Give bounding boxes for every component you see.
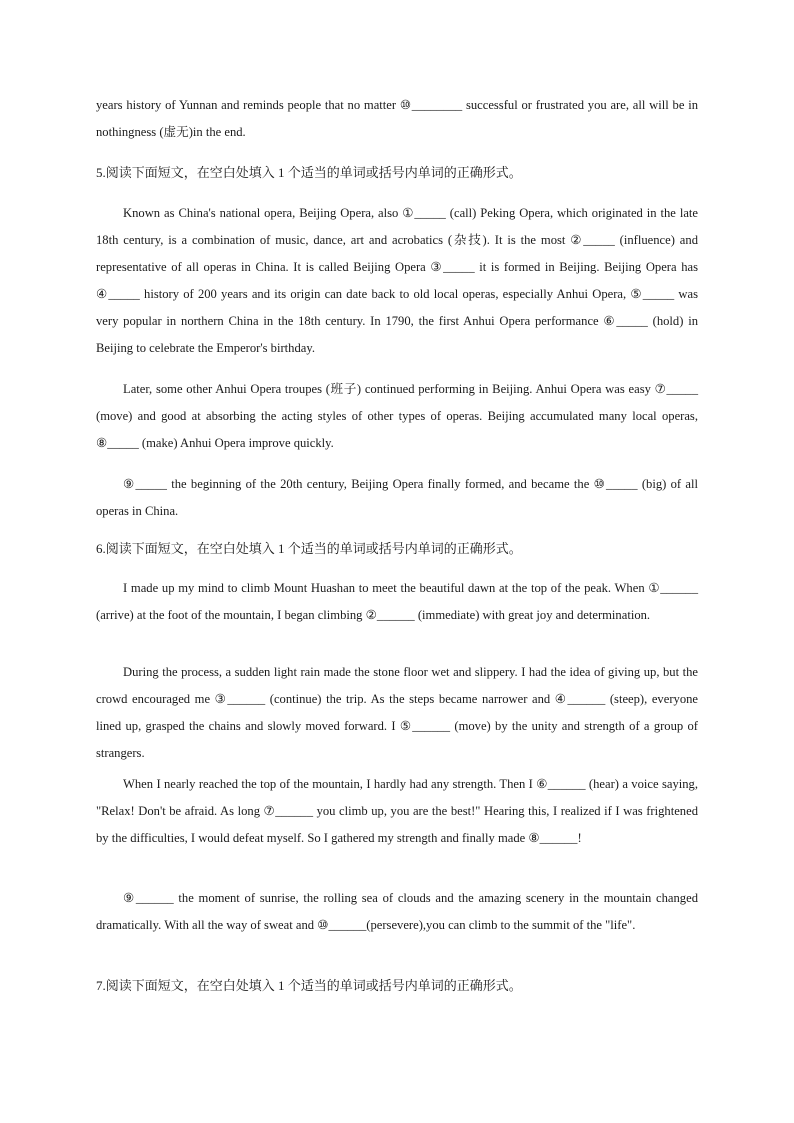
section-6-para-1-wrap <box>96 575 698 629</box>
section-5-heading: 5.阅读下面短文，在空白处填入 1 个适当的单词或括号内单词的正确形式。 <box>96 165 522 180</box>
section-6-para-2-wrap <box>96 659 698 767</box>
intro-fragment <box>96 92 698 146</box>
section-7-heading-wrap <box>96 975 698 997</box>
section-7-heading: 7.阅读下面短文，在空白处填入 1 个适当的单词或括号内单词的正确形式。 <box>96 978 522 993</box>
intro-paragraph: years history of Yunnan and reminds people that no matter ⑩________ successful or frustrated you are, all will be in nothingness (虚无)in the end. <box>96 98 698 139</box>
section-6-paragraph-1: I made up my mind to climb Mount Huashan to meet the beautiful dawn at the top of the peak. When ①______ (arrive) at the foot of the mountain, I began climbing ②______ (immediate) with great joy and determination. <box>96 581 698 622</box>
section-5-para-1-wrap <box>96 200 698 362</box>
section-5-para-2-wrap <box>96 376 698 457</box>
section-6-paragraph-3: When I nearly reached the top of the mountain, I hardly had any strength. Then I ⑥______ (hear) a voice saying, "Relax! Don't be afraid. As long ⑦______ you climb up, you are the best!" Hearing this, I realized if I was frightened by the difficulties, I would defeat myself. So I gathered my strength and finally made ⑧______! <box>96 777 698 845</box>
section-5-paragraph-2: Later, some other Anhui Opera troupes (班子) continued performing in Beijing. Anhui Opera was easy ⑦_____ (move) and good at absorbing the acting styles of other types of operas. Beijing accumulated many local operas, ⑧_____ (make) Anhui Opera improve quickly. <box>96 382 698 450</box>
section-5-paragraph-3: ⑨_____ the beginning of the 20th century, Beijing Opera finally formed, and became the ⑩_____ (big) of all operas in China. <box>96 477 698 518</box>
section-6-para-4-wrap <box>96 885 698 939</box>
section-6-heading-wrap <box>96 538 698 560</box>
section-5-heading-wrap <box>96 162 698 184</box>
section-6-paragraph-2: During the process, a sudden light rain made the stone floor wet and slippery. I had the idea of giving up, but the crowd encouraged me ③______ (continue) the trip. As the steps became narrower and ④______ (steep), everyone lined up, grasped the chains and slowly moved forward. I ⑤______ (move) by the unity and strength of a group of strangers. <box>96 665 698 760</box>
section-5-para-3-wrap <box>96 471 698 525</box>
section-6-para-3-wrap <box>96 771 698 852</box>
section-5-paragraph-1: Known as China's national opera, Beijing Opera, also ①_____ (call) Peking Opera, which originated in the late 18th century, is a combination of music, dance, art and acrobatics (杂技). It is the most ②_____ (influence) and representative of all operas in China. It is called Beijing Opera ③_____ it is formed in Beijing. Beijing Opera has ④_____ history of 200 years and its origin can date back to old local operas, especially Anhui Opera, ⑤_____ was very popular in northern China in the 18th century. In 1790, the first Anhui Opera performance ⑥_____ (hold) in Beijing to celebrate the Emperor's birthday. <box>96 206 698 355</box>
section-6-heading: 6.阅读下面短文，在空白处填入 1 个适当的单词或括号内单词的正确形式。 <box>96 541 522 556</box>
section-6-paragraph-4: ⑨______ the moment of sunrise, the rolling sea of clouds and the amazing scenery in the mountain changed dramatically. With all the way of sweat and ⑩______(persevere),you can climb to the summit of the "life". <box>96 891 698 932</box>
